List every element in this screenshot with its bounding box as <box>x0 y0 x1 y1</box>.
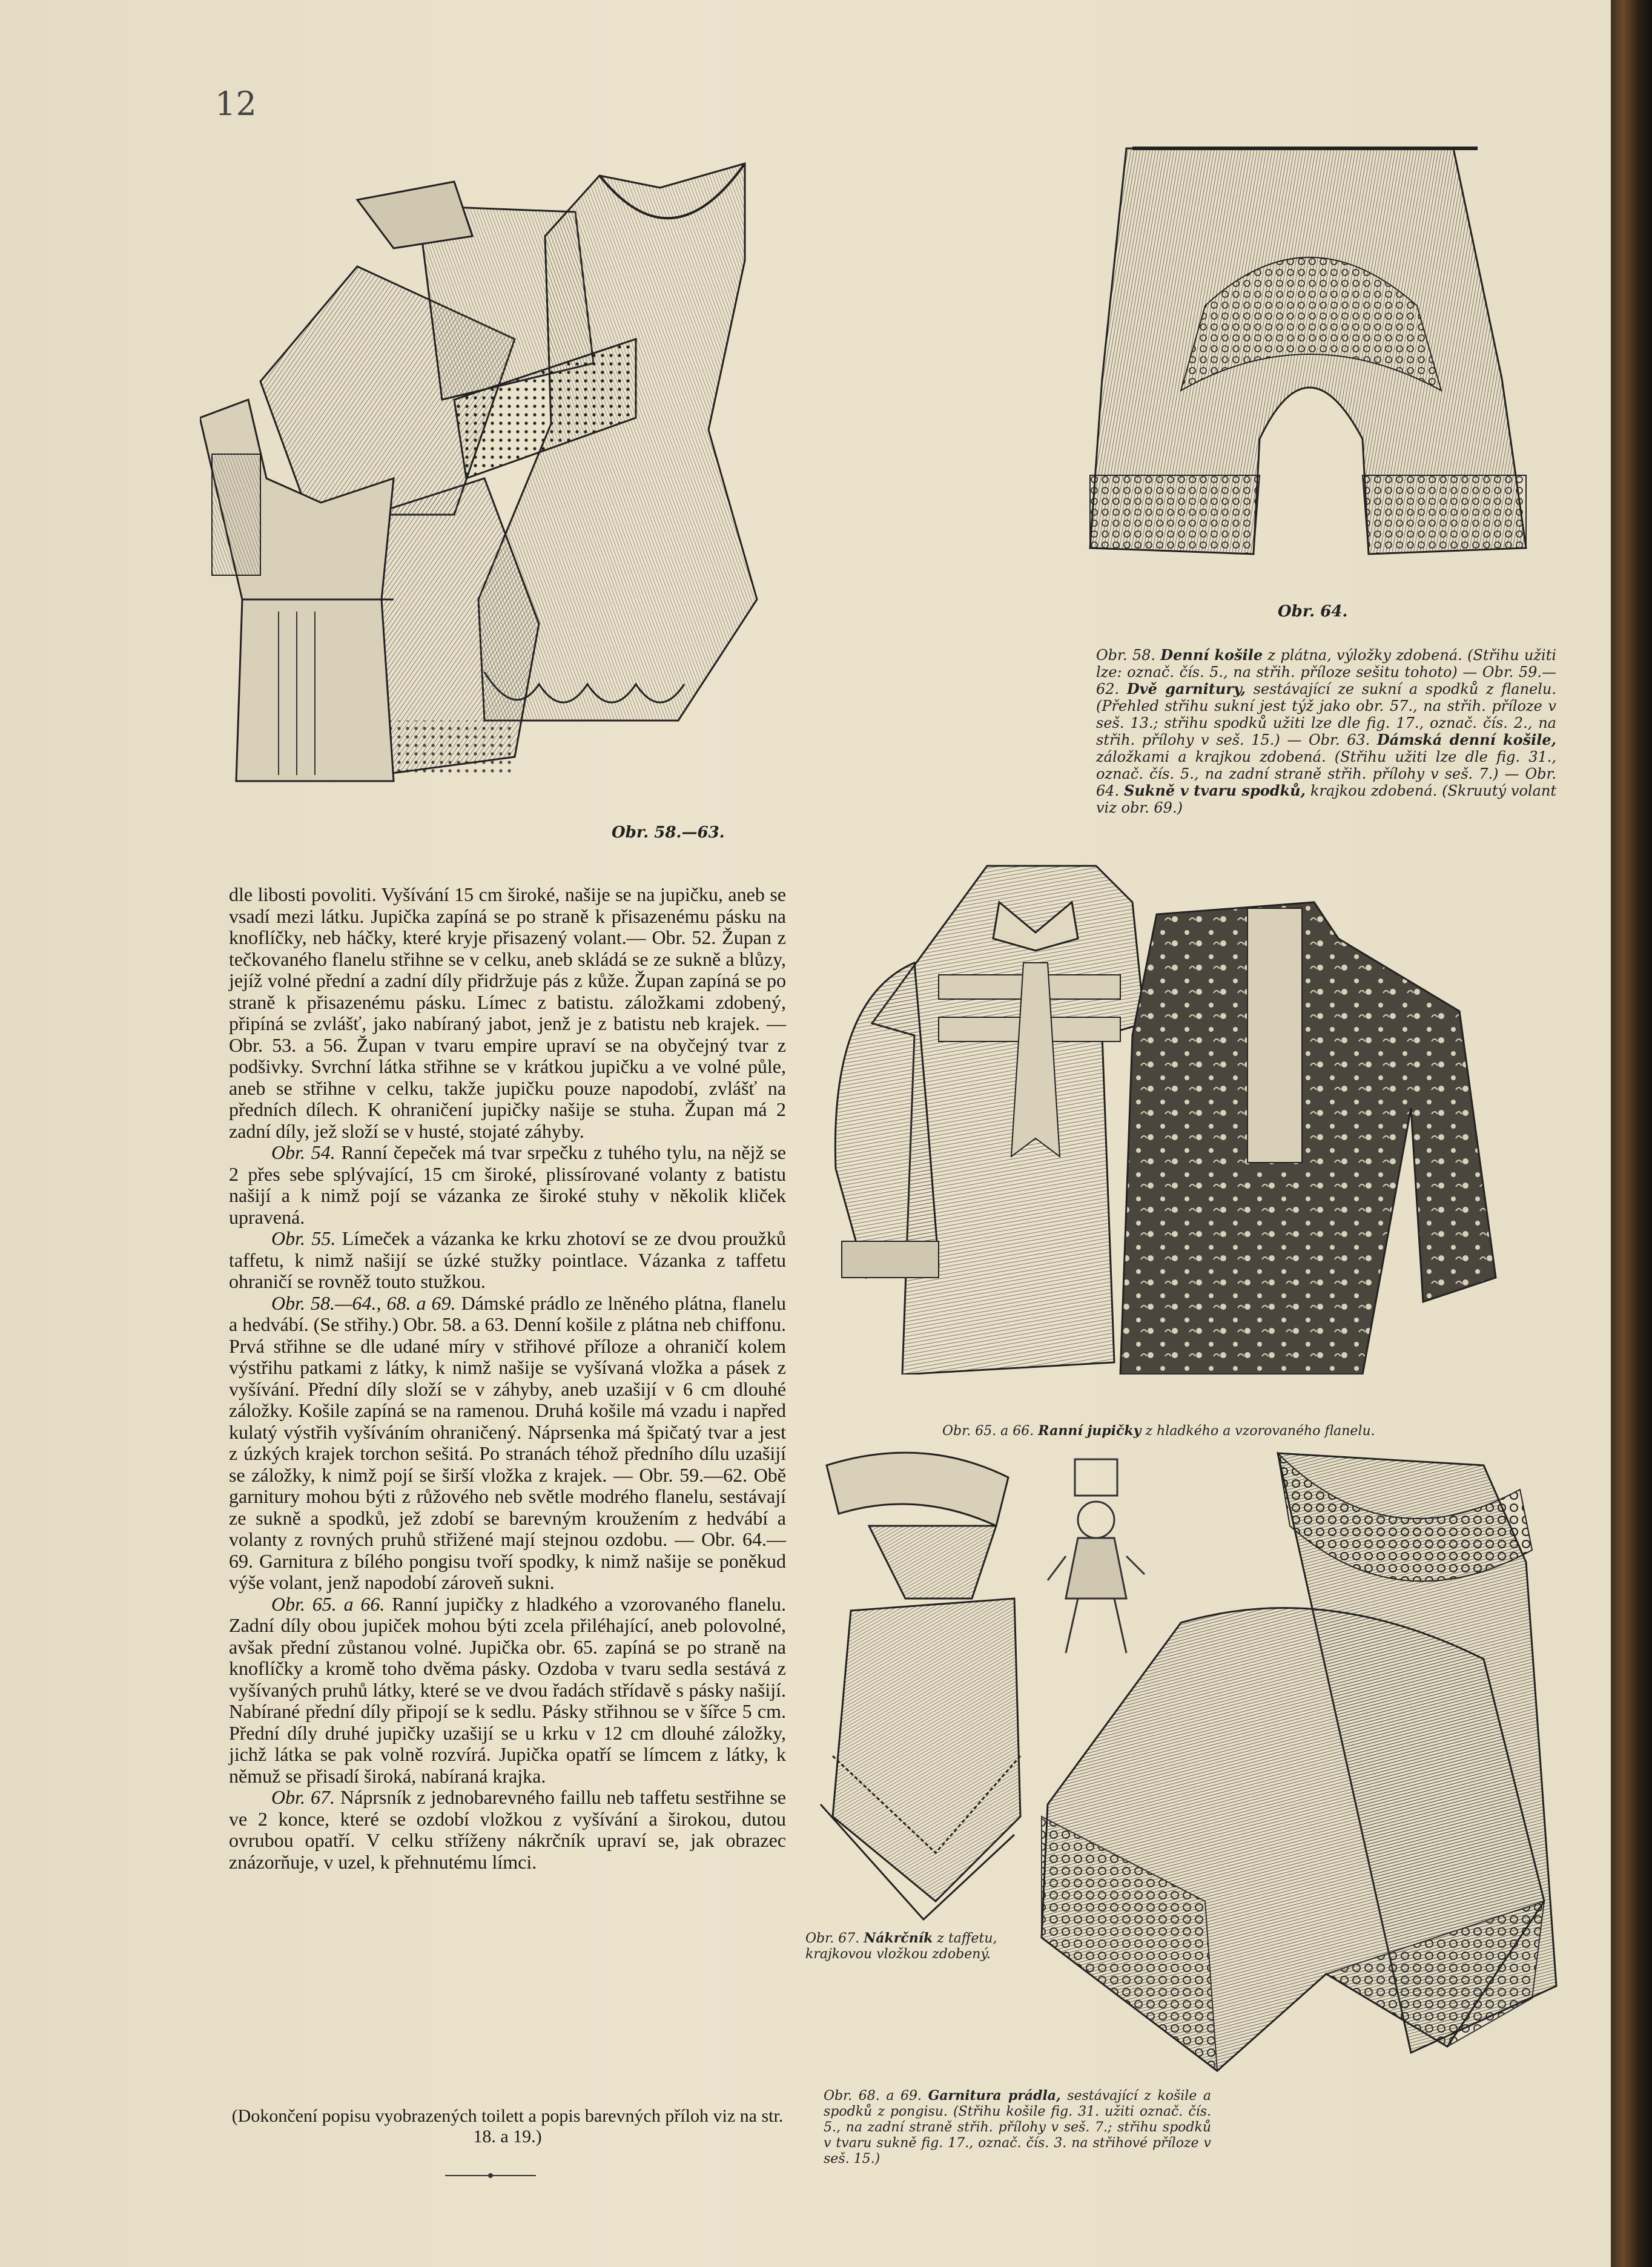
paragraph-lead: Obr. 65. a 66. <box>271 1592 385 1615</box>
caption-prefix: Obr. 67. <box>805 1931 864 1946</box>
ornament-divider <box>445 2173 536 2179</box>
paragraph <box>229 884 786 1142</box>
caption-suffix: sestávající z košile a spodků z pongisu. (Střihu košile fig. 31. užiti označ. čís. 5., na zadní straně střih. přílohy v seš. 7.; střihu spodků v tvaru sukně fig. 17., označ. čís. 3. na střihové příloze v seš. 15.) <box>824 2088 1212 2166</box>
book-binding-edge <box>1611 0 1652 2267</box>
caption-run: krajkou zdobená. (Skruutý volant viz obr. 69.) <box>1096 782 1556 816</box>
caption-suffix: z hladkého a vzorovaného flanelu. <box>1141 1424 1375 1439</box>
paragraph-text: Náprsník z jednobarevného faillu neb taffetu sestřihne se ve 2 konce, které se ozdobí vložkou z vyšívání a širokou, dutou ovrubou opatří. V celku stříženy nákrčník upraví se, jak obrazec znázorňuje, v uzel, k přehnutému límci. <box>229 1786 787 1873</box>
paragraph-text: Ranní čepeček má tvar srpečku z tuhého tylu, na nějž se 2 přes sebe splývající, 15 cm široké, plissírované volanty z batistu našijí a k nimž pojí se vázanka ze široké stuhy v několik kliček upravená. <box>229 1141 787 1228</box>
article-body <box>229 884 786 1873</box>
caption-run: záložkami a krajkou zdobená. (Střihu užiti lze dle fig. 31., označ. čís. 5., na zadní straně střih. přílohy v seš. 7.) — Obr. 64. <box>1096 748 1556 799</box>
caption-run: Obr. 58. <box>1096 647 1161 664</box>
caption-run: sestávající ze sukní a spodků z flanelu. (Přehled střihu sukní jest týž jako obr. 57., na střih. příloze v seš. 13.; střihu spodků užiti lze dle fig. 17., označ. čís. 2., na střih. přílohy v seš. 15.) — Obr. 63. <box>1096 681 1557 748</box>
paragraph-lead: Obr. 67. <box>271 1786 335 1808</box>
paragraph <box>229 1142 786 1228</box>
figure-morning-jackets-illustration <box>818 854 1532 1374</box>
caption-bold: Garnitura prádla, <box>928 2088 1061 2104</box>
paragraph-text: Dámské prádlo ze lněného plátna, flanelu a hedvábí. (Se střihy.) Obr. 58. a 63. Denní košile z plátna neb chiffonu. Prvá střihne se dle udané míry v střihové příloze a ohraničí kolem výstřihu patkami z látky, k nimž našije se vyšívaná vložka a pásek z vyšívání. Přední díly složí se v záhyby, aneb uzašijí v 6 cm dlouhé záložky. Košile zapíná se na ramenou. Druhá košile má vzadu i napřed kulatý výstřih vyšíváním ohraničený. Náprsenka má špičatý tvar a jest z úzkých krajek torchon sešitá. Po stranách téhož předního dílu uzašijí se záložky, k nimž pojí se širší vložka z krajek. — Obr. 59.—62. Obě garnitury mohou býti z růžového neb světle modrého flanelu, sestávají ze sukně a spodků, jež zdobí se barevným kroužením z hedvábí a volanty z rovných pruhů střižené mají stejnou ozdobu. — Obr. 64.—69. Garnitura z bílého pongisu tvoří spodky, k nimž našije se poněkud výše volant, jenž napodobí zároveň sukni. <box>229 1292 787 1593</box>
figure-64-caption: Obr. 64. <box>1278 602 1348 621</box>
paragraph-text: Límeček a vázanka ke krku zhotoví se ze dvou proužků taffetu, k nimž našijí se úzké stužky pointlace. Vázanka z taffetu ohraničí se rovněž touto stužkou. <box>229 1227 787 1292</box>
caption-run-bold: Sukně v tvaru spodků, <box>1124 782 1306 799</box>
page-number: 12 <box>215 85 257 123</box>
caption-suffix: z taffetu, krajkovou vložkou zdobený. <box>805 1931 997 1962</box>
continuation-note: (Dokončení popisu vyobrazených toilett a popis barevných příloh viz na str. 18. a 19.) <box>231 2106 784 2147</box>
paragraph-lead: Obr. 54. <box>271 1141 335 1163</box>
paragraph-lead: Obr. 58.—64., 68. a 69. <box>271 1292 456 1314</box>
paragraph <box>229 1228 786 1293</box>
figure-skirt-drawers-illustration <box>1078 136 1538 566</box>
figure-68-69-caption <box>824 2088 1211 2167</box>
figure-underwear-group-illustration <box>200 139 805 799</box>
figure-lingerie-set-illustration <box>1023 1441 1568 2083</box>
paragraph-text: dle libosti povoliti. Vyšívání 15 cm široké, našije se na jupičku, aneb se vsadí mezi látku. Jupička zapíná se po straně k přisazenému pásku na knoflíčky, neb háčky, které kryje přisazený volant.— Obr. 52. Župan z tečkovaného flanelu střihne se v celku, aneb skládá se ze sukně a blůzy, jejíž volné přední a zadní díly přidržuje pás z kůže. Župan zapíná se po straně k přisazenému pásku. Límec z batistu. záložkami zdobený, připíná se zvlášť, jako nabíraný jabot, jenž je z batistu neb krajek. — Obr. 53. a 56. Župan v tvaru empire upraví se na obyčejný tvar z podšivky. Svrchní látka střihne se v krátkou jupičku a ve volné půle, aneb se střihne v celku, takže jupičku pouze napodobí, zvlášť na předních dílech. K ohraničení jupičky našije se stuha. Župan má 2 zadní díly, jež složí se v husté, stojaté záhyby. <box>229 883 786 1142</box>
caption-bold: Ranní jupičky <box>1038 1423 1142 1439</box>
figure-58-63-caption: Obr. 58.—63. <box>612 823 725 842</box>
caption-run-bold: Denní košile <box>1160 646 1263 664</box>
caption-run-bold: Dámská denní košile, <box>1376 731 1557 748</box>
paragraph-text: Ranní jupičky z hladkého a vzorovaného flanelu. Zadní díly obou jupiček mohou býti zcela přiléhající, aneb polovolné, avšak přední zůstanou volné. Jupička obr. 65. zapíná se po straně na knoflíčky a kromě toho dvěma pásky. Ozdoba v tvaru sedla sestává z vyšívaných pruhů látky, které se ve dvou řadách střídavě s pásky našijí. Nabírané přední díly připojí se k sedlu. Pásky střihnou se v šířce 5 cm. Přední díly druhé jupičky uzašijí se u krku v 12 cm dlouhé záložky, jichž látka se pak volně rozvírá. Jupička opatří se límcem z látky, k němuž se přisadí široká, nabíraná krajka. <box>229 1592 787 1787</box>
figure-neckpiece-illustration <box>814 1441 1045 1944</box>
caption-run-bold: Dvě garnitury, <box>1126 680 1246 698</box>
caption-run: z plátna, výložky zdobená. (Střihu užiti lze: označ. čís. 5., na střih. příloze sešitu tohoto) — Obr. 59.—62. <box>1096 647 1556 698</box>
paragraph <box>229 1787 786 1873</box>
caption-prefix: Obr. 65. a 66. <box>942 1424 1039 1439</box>
paragraph-lead: Obr. 55. <box>271 1227 336 1249</box>
caption-bold: Nákrčník <box>864 1930 933 1946</box>
paragraph <box>229 1293 786 1594</box>
figure-67-caption <box>805 1930 1060 1962</box>
figure-65-66-caption <box>942 1423 1375 1439</box>
figure-58-64-description <box>1096 647 1556 816</box>
paragraph <box>229 1594 786 1787</box>
caption-prefix: Obr. 68. a 69. <box>824 2088 928 2104</box>
